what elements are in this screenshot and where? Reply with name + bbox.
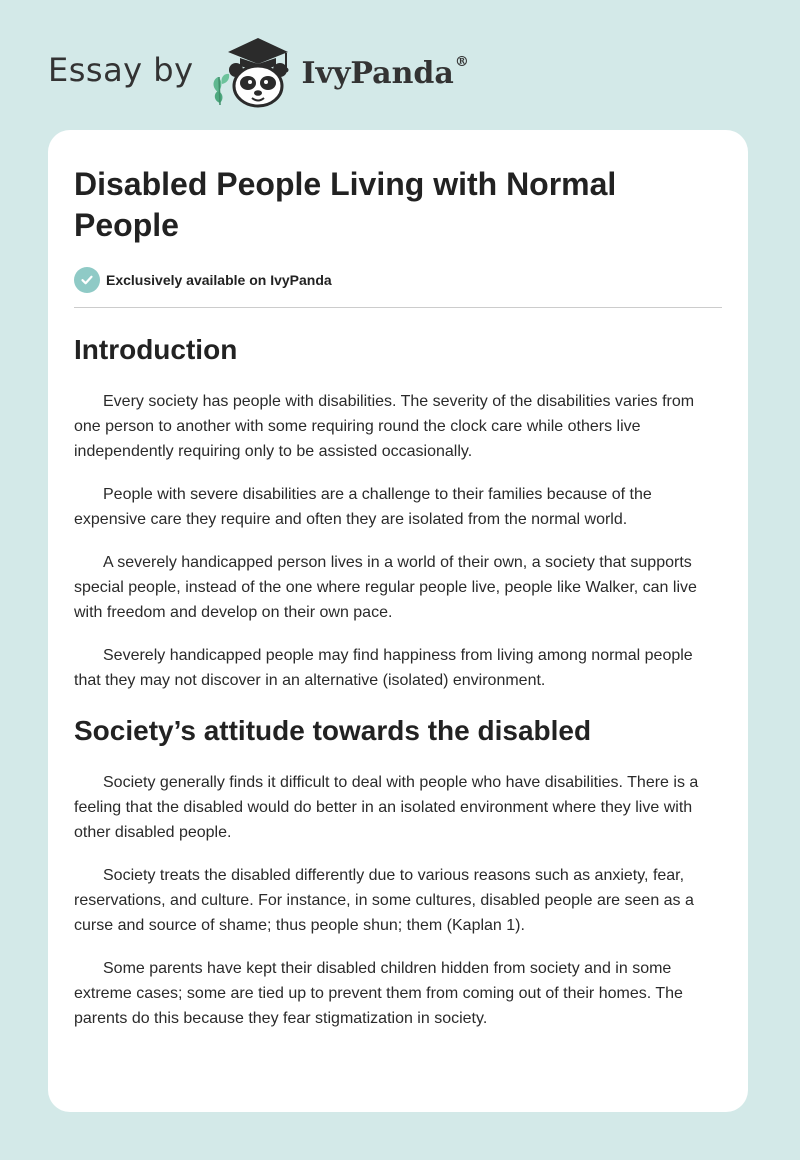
paragraph: People with severe disabilities are a challenge to their families because of the expensive care they require and often they are isolated from the normal world. (74, 486, 652, 528)
essay-by-label: Essay by (48, 51, 194, 89)
panda-logo-icon[interactable] (208, 30, 300, 110)
paragraph: Society generally finds it difficult to deal with people who have disabilities. There is a feeling that the disabled would do better in an isolated environment where they live with other disabled people. (74, 774, 699, 841)
paragraph: Some parents have kept their disabled children hidden from society and in some extreme cases; some are tied up to prevent them from coming out of their homes. The parents do this because they fear stigmatization in society. (74, 960, 683, 1027)
registered-mark: ® (454, 53, 469, 70)
checkmark-icon (74, 267, 100, 293)
exclusive-badge-label: Exclusively available on IvyPanda (106, 272, 332, 288)
paragraph: Society treats the disabled differently due to various reasons such as anxiety, fear, reservations, and culture. For instance, in some cultures, disabled people are seen as a curse and source of shame; thus people shun; them (Kaplan 1). (74, 867, 694, 934)
essay-title: Disabled People Living with Normal People (74, 166, 617, 243)
brand-text: IvyPanda (301, 55, 454, 91)
site-header (48, 30, 469, 110)
title-divider (74, 307, 722, 308)
section-heading-society-attitude: Society’s attitude towards the disabled (74, 715, 592, 746)
paragraph: Every society has people with disabilities. The severity of the disabilities varies from one person to another with some requiring round the clock care while others live independently requiring only to be assisted occasionally. (74, 393, 695, 460)
paragraph: Severely handicapped people may find happiness from living among normal people that they may not discover in an alternative (isolated) environment. (74, 647, 693, 689)
paragraph: A severely handicapped person lives in a world of their own, a society that supports special people, instead of the one where regular people live, people like Walker, can live with freedom and develop on their own pace. (74, 554, 697, 621)
essay-card (48, 130, 748, 1112)
exclusive-badge (74, 266, 722, 294)
section-heading-introduction: Introduction (74, 334, 238, 365)
brand-name[interactable] (301, 53, 469, 91)
